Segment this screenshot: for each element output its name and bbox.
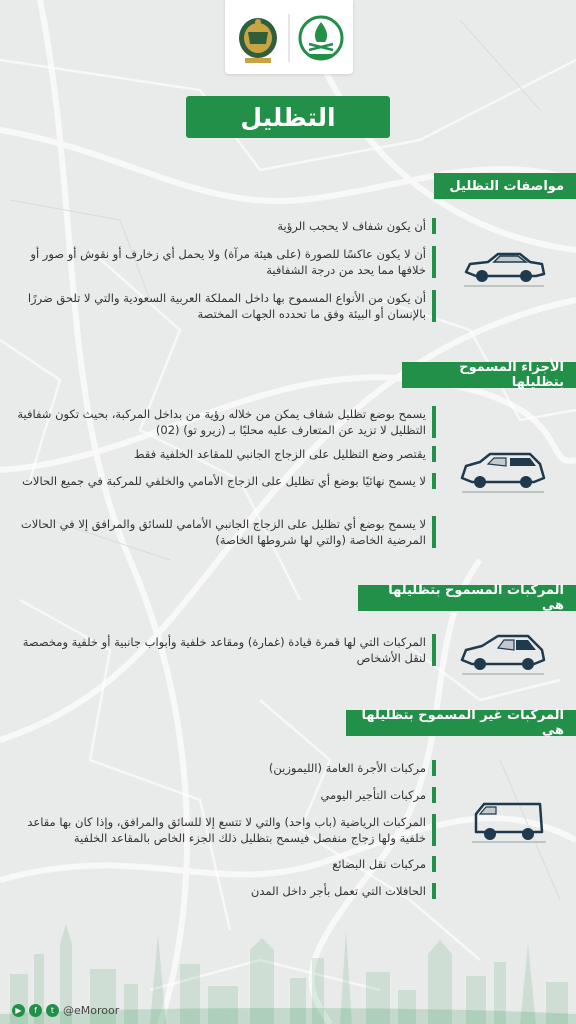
traffic-department-emblem-icon <box>239 18 277 63</box>
list-item: لا يسمح بوضع أي تظليل على الزجاج الجانبي الأمامي للسائق والمرافق إلا في الحالات المرضية الخاصة (والتي لها شروطها الخاصة) <box>16 516 436 548</box>
list-item: مركبات نقل البضائع <box>16 856 436 872</box>
list-item: الحافلات التي تعمل بأجر داخل المدن <box>16 883 436 899</box>
list-item: أن لا يكون عاكسًا للصورة (على هيئة مرآة) ولا يحمل أي زخارف أو نقوش أو صور أو خلافها مما يحد من درجة الشفافية <box>16 246 436 278</box>
social-handle[interactable]: @eMoroor <box>63 1003 120 1017</box>
youtube-icon[interactable]: ▶ <box>12 1004 25 1017</box>
list-item: مركبات التأجير اليومي <box>16 787 436 803</box>
logo-box <box>225 0 353 74</box>
list-item: المركبات الرياضية (باب واحد) والتي لا تتسع إلا للسائق والمرافق، وإذا كان بها مقاعد خلفية ولها زجاج منفصل فيسمح بتظليل ذلك الجزء الخاص بالمقاعد الخلفية <box>16 814 436 846</box>
sedan-car-icon <box>460 242 548 290</box>
footer <box>0 996 576 1024</box>
hatchback-car-icon <box>458 628 548 678</box>
ministry-emblem-icon <box>300 17 342 59</box>
page-title: التظليل <box>186 96 390 138</box>
section-header-allowed-parts: الأجزاء المسموح بتظليلها <box>402 362 576 388</box>
list-item: لا يسمح نهائيًا بوضع أي تظليل على الزجاج الأمامي والخلفي للمركبة في جميع الحالات <box>16 473 436 489</box>
section-header-not-allowed-vehicles: المركبات غير المسموح بتظليلها هي <box>346 710 576 736</box>
section-header-allowed-vehicles: المركبات المسموح بتظليلها هي <box>358 585 576 611</box>
suv-car-icon <box>458 444 548 496</box>
facebook-icon[interactable]: f <box>29 1004 42 1017</box>
list-item: المركبات التي لها قمرة قيادة (غمارة) ومقاعد خلفية وأبواب جانبية أو خلفية ومخصصة لنقل الأشخاص <box>16 634 436 666</box>
list-item: يسمح بوضع تظليل شفاف يمكن من خلاله رؤية من بداخل المركبة، بحيث تكون شفافية التظليل لا تزيد عن المتعارف عليه محليًا بـ (زيرو تو) (02) <box>16 406 436 438</box>
list-item: أن يكون شفاف لا يحجب الرؤية <box>16 218 436 234</box>
list-item: يقتصر وضع التظليل على الزجاج الجانبي للمقاعد الخلفية فقط <box>16 446 436 462</box>
list-item: أن يكون من الأنواع المسموح بها داخل المملكة العربية السعودية والتي لا تلحق ضررًا بالإنسان أو البيئة وفق ما تحدده الجهات المختصة <box>16 290 436 322</box>
van-icon <box>468 796 548 846</box>
twitter-icon[interactable]: t <box>46 1004 59 1017</box>
section-header-specifications: مواصفات التظليل <box>434 173 576 199</box>
list-item: مركبات الأجرة العامة (الليموزين) <box>16 760 436 776</box>
